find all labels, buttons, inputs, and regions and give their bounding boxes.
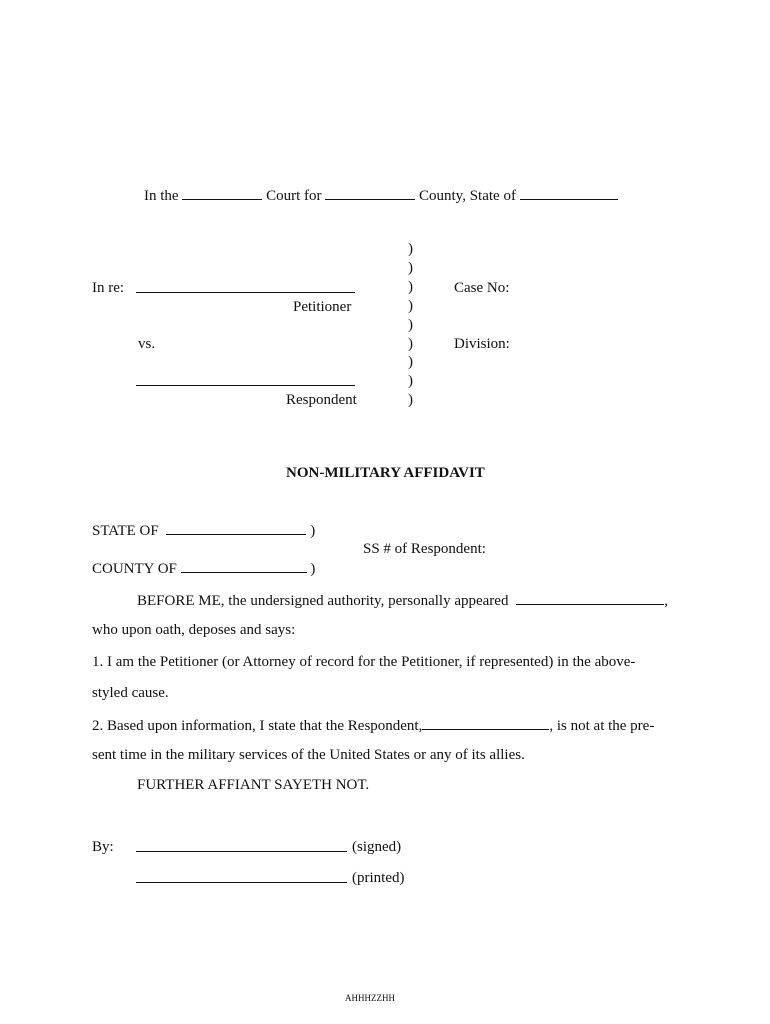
paren: ) — [408, 354, 413, 370]
comma: , — [664, 593, 668, 609]
item2-line2: sent time in the military services of the United States or any of its allies. — [92, 747, 525, 763]
item2-pre-text: 2. Based upon information, I state that the Respondent, — [92, 718, 423, 734]
by-label: By: — [92, 839, 114, 855]
item2-line1 — [92, 715, 654, 735]
in-re-label: In re: — [92, 280, 125, 296]
item1-line2: styled cause. — [92, 685, 169, 701]
paren: ) — [408, 373, 413, 389]
paren: ) — [408, 279, 413, 295]
paren: ) — [408, 392, 413, 408]
item2-post-text: , is not at the pre- — [549, 718, 655, 734]
paren: ) — [408, 241, 413, 257]
county-of-blank[interactable] — [181, 558, 307, 573]
signature-line[interactable] — [136, 837, 347, 852]
signed-label: (signed) — [352, 839, 402, 855]
state-name-blank[interactable] — [520, 185, 618, 200]
printed-name-line[interactable] — [136, 868, 347, 883]
who-upon-oath-text: who upon oath, deposes and says: — [92, 622, 296, 638]
division-label: Division: — [454, 336, 510, 352]
printed-label: (printed) — [352, 870, 405, 886]
paren: ) — [408, 298, 413, 314]
petitioner-label: Petitioner — [293, 299, 352, 315]
further-affiant-text: FURTHER AFFIANT SAYETH NOT. — [137, 777, 370, 793]
paren: ) — [408, 317, 413, 333]
vs-label: vs. — [138, 336, 156, 352]
before-me-text: BEFORE ME, the undersigned authority, personally appeared — [137, 593, 509, 609]
respondent-blank[interactable] — [422, 715, 549, 730]
county-name-blank[interactable] — [325, 185, 415, 200]
ss-respondent-label: SS # of Respondent: — [363, 541, 486, 557]
respondent-label: Respondent — [286, 392, 357, 408]
county-of-line — [92, 558, 315, 578]
respondent-name-blank[interactable] — [136, 371, 355, 386]
case-no-label: Case No: — [454, 280, 510, 296]
paren: ) — [408, 336, 413, 352]
state-of-label: STATE OF — [92, 523, 159, 539]
footer-code: AHHHZZHH — [345, 993, 395, 1003]
paren: ) — [310, 523, 316, 539]
court-for-label: Court for — [266, 188, 322, 204]
in-the-label: In the — [144, 188, 179, 204]
affiant-name-blank[interactable] — [516, 590, 664, 605]
court-line — [144, 185, 618, 205]
court-name-blank[interactable] — [182, 185, 262, 200]
state-of-line — [92, 520, 315, 540]
item1-line1: 1. I am the Petitioner (or Attorney of record for the Petitioner, if represented) in the above- — [92, 654, 636, 670]
document-title: NON-MILITARY AFFIDAVIT — [286, 465, 485, 481]
paren: ) — [408, 260, 413, 276]
county-state-label: County, State of — [419, 188, 516, 204]
state-of-blank[interactable] — [166, 520, 306, 535]
paren: ) — [310, 561, 316, 577]
county-of-label: COUNTY OF — [92, 561, 177, 577]
before-me-paragraph — [137, 590, 668, 610]
petitioner-name-blank[interactable] — [136, 278, 355, 293]
